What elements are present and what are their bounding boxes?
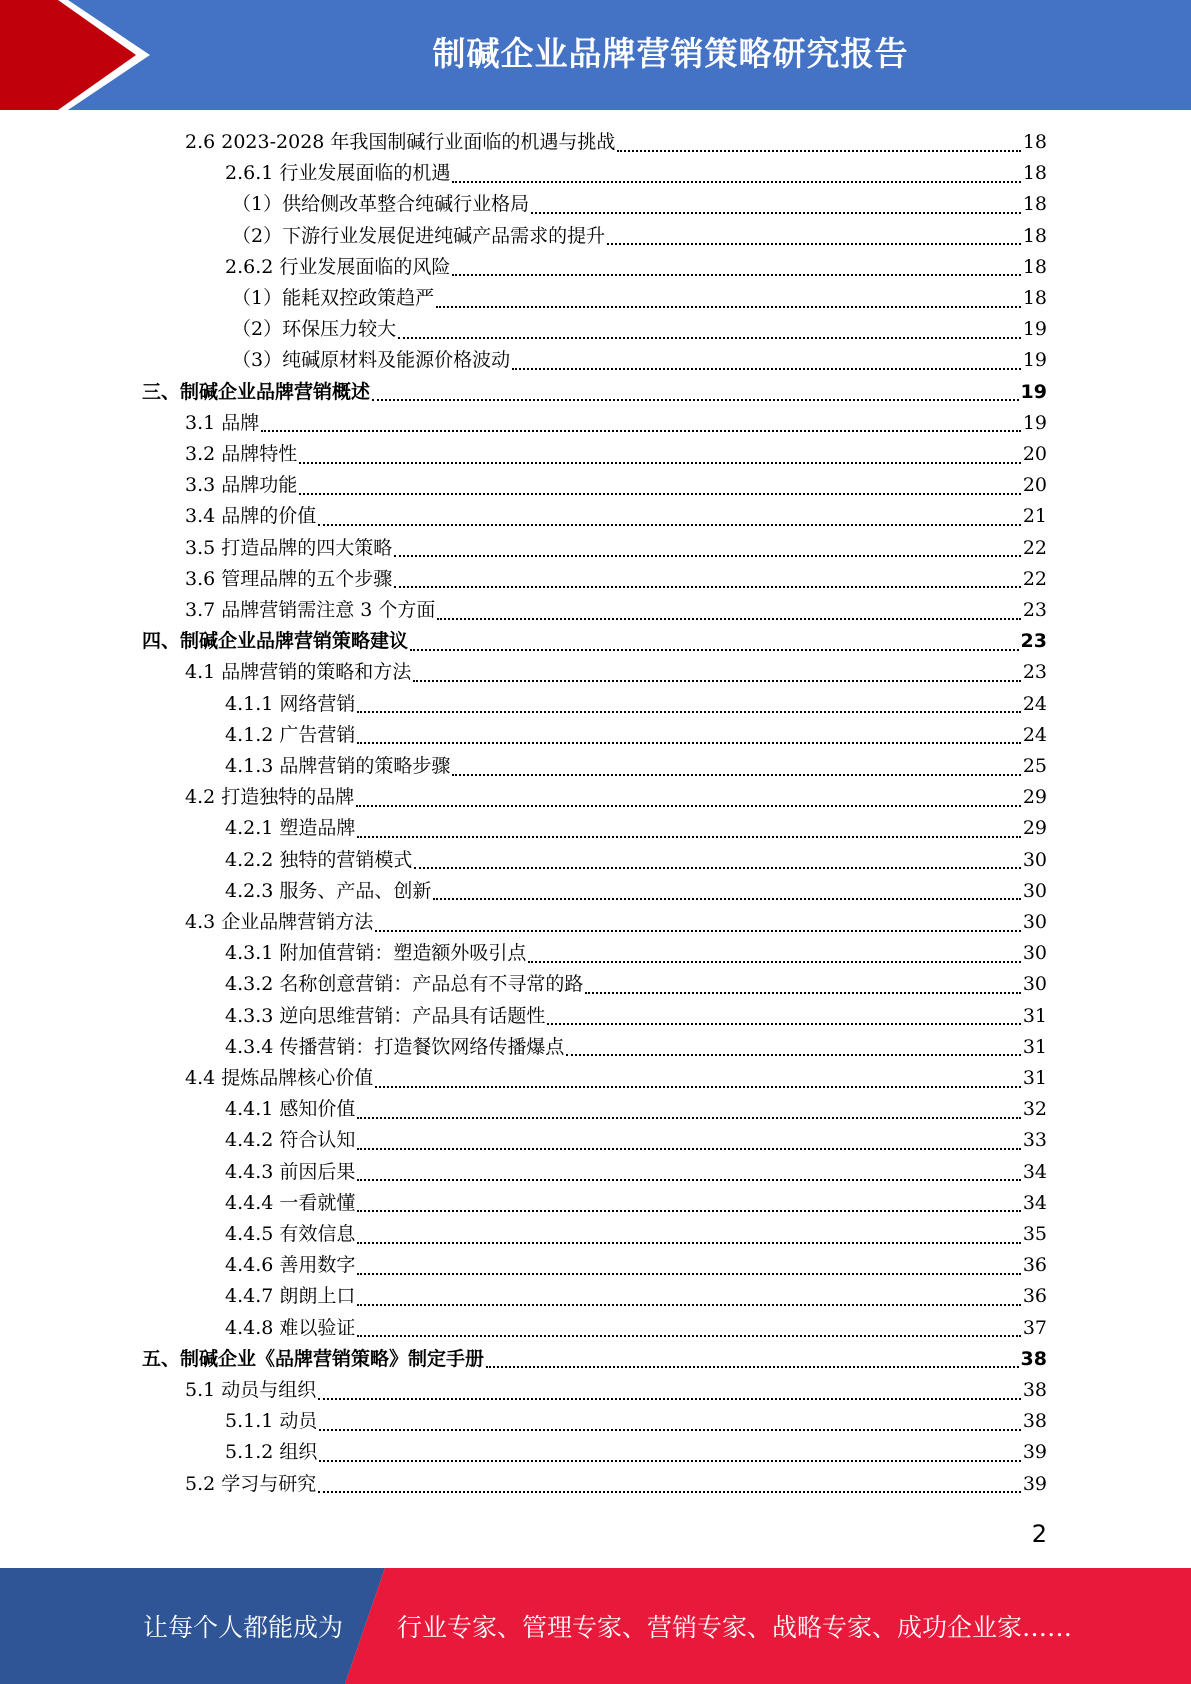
toc-entry[interactable] [225, 252, 1047, 283]
report-title: 制碱企业品牌营销策略研究报告 [432, 34, 909, 73]
toc-entry-title: 4.4.5 有效信息 [225, 1223, 356, 1245]
toc-entry-title: 4.2.2 独特的营销模式 [225, 848, 413, 871]
toc-entry-title: 5.1.1 动员 [225, 1410, 318, 1433]
toc-entry-page: 24 [1022, 723, 1047, 746]
toc-entry-page: 38 [1020, 1347, 1047, 1370]
toc-entry-title: 5.2 学习与研究 [185, 1472, 317, 1495]
toc-entry-title: 4.3 企业品牌营销方法 [185, 911, 374, 933]
toc-dot-leader [357, 836, 1020, 838]
toc-entry-page: 23 [1020, 630, 1047, 653]
toc-dot-leader [394, 586, 1021, 588]
toc-entry-page: 38 [1022, 1410, 1047, 1433]
toc-entry-page: 18 [1022, 287, 1047, 309]
toc-entry[interactable] [225, 1250, 1047, 1281]
toc-dot-leader [318, 1398, 1021, 1400]
toc-dot-leader [394, 555, 1021, 557]
toc-dot-leader [357, 1242, 1020, 1244]
toc-entry[interactable] [225, 1125, 1047, 1156]
toc-entry[interactable] [225, 1188, 1047, 1219]
toc-entry[interactable] [185, 127, 1047, 158]
toc-entry-page: 23 [1022, 599, 1047, 621]
toc-entry-page: 19 [1022, 411, 1047, 434]
toc-entry[interactable] [185, 408, 1047, 439]
toc-dot-leader [437, 618, 1020, 620]
toc-dot-leader [357, 1210, 1020, 1212]
toc-entry-title: 三、制碱企业品牌营销概述 [142, 380, 371, 403]
toc-entry[interactable] [232, 345, 1047, 376]
toc-entry-title: （1）供给侧改革整合纯碱行业格局 [232, 193, 530, 216]
toc-dot-leader [357, 1179, 1020, 1181]
toc-dot-leader [566, 1054, 1020, 1056]
toc-dot-leader [452, 774, 1020, 776]
toc-entry-page: 25 [1022, 755, 1047, 777]
toc-entry-title: 4.1.2 广告营销 [225, 723, 356, 746]
toc-entry-title: 3.1 品牌 [185, 411, 260, 434]
toc-entry[interactable] [185, 1375, 1047, 1406]
toc-entry-page: 34 [1022, 1191, 1047, 1214]
toc-dot-leader [531, 212, 1021, 214]
toc-entry[interactable] [185, 1469, 1047, 1500]
toc-entry-title: 4.4.6 善用数字 [225, 1254, 356, 1277]
toc-entry[interactable] [225, 1219, 1047, 1250]
toc-entry-page: 22 [1022, 567, 1047, 590]
toc-entry-title: 2.6.2 行业发展面临的风险 [225, 255, 451, 278]
toc-dot-leader [585, 992, 1020, 994]
toc-entry-page: 29 [1022, 786, 1047, 809]
toc-dot-leader [512, 368, 1021, 370]
toc-entry-page: 34 [1022, 1160, 1047, 1183]
toc-entry-title: （2）环保压力较大 [232, 318, 397, 341]
toc-entry[interactable] [225, 720, 1047, 751]
toc-dot-leader [486, 1366, 1019, 1368]
toc-entry[interactable] [232, 283, 1047, 314]
toc-entry-title: 5.1 动员与组织 [185, 1379, 317, 1401]
toc-entry-page: 35 [1022, 1223, 1047, 1245]
toc-dot-leader [452, 274, 1020, 276]
toc-entry-page: 18 [1022, 224, 1047, 247]
toc-entry-title: 4.3.1 附加值营销：塑造额外吸引点 [225, 942, 527, 965]
toc-dot-leader [299, 462, 1021, 464]
toc-entry-title: （3）纯碱原材料及能源价格波动 [232, 349, 511, 372]
toc-entry-page: 30 [1022, 879, 1047, 902]
toc-dot-leader [617, 150, 1020, 152]
toc-entry-title: 4.3.3 逆向思维营销：产品具有话题性 [225, 1004, 546, 1027]
toc-entry[interactable] [232, 189, 1047, 220]
toc-entry[interactable] [225, 813, 1047, 844]
toc-dot-leader [357, 742, 1020, 744]
toc-dot-leader [436, 306, 1021, 308]
toc-entry-page: 19 [1022, 349, 1047, 372]
toc-dot-leader [357, 711, 1020, 713]
toc-entry-page: 30 [1022, 848, 1047, 871]
toc-entry-page: 22 [1022, 536, 1047, 559]
toc-entry-page: 33 [1022, 1129, 1047, 1152]
toc-entry-page: 18 [1022, 131, 1047, 153]
toc-dot-leader [318, 524, 1021, 526]
toc-chapter-entry[interactable] [142, 626, 1047, 657]
toc-dot-leader [319, 1429, 1020, 1431]
toc-entry[interactable] [225, 751, 1047, 782]
toc-entry-page: 21 [1022, 505, 1047, 528]
toc-entry-title: 2.6.1 行业发展面临的机遇 [225, 162, 451, 185]
toc-entry[interactable] [225, 689, 1047, 720]
toc-entry-page: 32 [1022, 1098, 1047, 1121]
toc-entry-title: 4.1.3 品牌营销的策略步骤 [225, 755, 451, 777]
toc-entry[interactable] [225, 1406, 1047, 1437]
toc-entry-page: 23 [1022, 661, 1047, 684]
toc-entry[interactable] [225, 1032, 1047, 1063]
toc-entry[interactable] [185, 470, 1047, 501]
toc-entry-title: 4.1.1 网络营销 [225, 692, 356, 715]
toc-entry-page: 36 [1022, 1254, 1047, 1277]
toc-dot-leader [375, 930, 1021, 932]
toc-entry-page: 30 [1022, 911, 1047, 933]
toc-dot-leader [398, 337, 1021, 339]
toc-dot-leader [299, 493, 1021, 495]
toc-dot-leader [607, 243, 1021, 245]
toc-entry-title: 3.5 打造品牌的四大策略 [185, 536, 393, 559]
toc-dot-leader [318, 1491, 1021, 1493]
toc-entry[interactable] [225, 845, 1047, 876]
toc-dot-leader [319, 1460, 1020, 1462]
toc-dot-leader [547, 1023, 1020, 1025]
toc-entry-page: 20 [1022, 474, 1047, 497]
toc-entry[interactable] [225, 1001, 1047, 1032]
toc-entry-title: （2）下游行业发展促进纯碱产品需求的提升 [232, 224, 606, 247]
toc-entry-page: 24 [1022, 692, 1047, 715]
toc-entry-page: 39 [1022, 1441, 1047, 1464]
toc-entry[interactable] [225, 876, 1047, 907]
toc-dot-leader [433, 898, 1020, 900]
toc-entry-page: 18 [1022, 193, 1047, 216]
toc-dot-leader [356, 805, 1021, 807]
toc-entry-title: （1）能耗双控政策趋严 [232, 287, 435, 309]
toc-entry-page: 18 [1022, 255, 1047, 278]
toc-entry-title: 五、制碱企业《品牌营销策略》制定手册 [142, 1347, 485, 1370]
toc-entry[interactable] [225, 1313, 1047, 1344]
toc-entry[interactable] [185, 782, 1047, 813]
toc-entry[interactable] [225, 938, 1047, 969]
toc-entry-page: 36 [1022, 1285, 1047, 1308]
toc-entry-title: 四、制碱企业品牌营销策略建议 [142, 630, 409, 653]
toc-entry-page: 31 [1022, 1004, 1047, 1027]
page-footer [0, 1568, 1191, 1684]
toc-entry-page: 37 [1022, 1316, 1047, 1339]
toc-entry-title: 4.3.2 名称创意营销：产品总有不寻常的路 [225, 973, 584, 996]
toc-dot-leader [261, 430, 1021, 432]
toc-entry-title: 3.3 品牌功能 [185, 474, 298, 497]
toc-entry[interactable] [185, 595, 1047, 626]
toc-entry-title: 4.2.3 服务、产品、创新 [225, 879, 432, 902]
toc-entry-title: 3.7 品牌营销需注意 3 个方面 [185, 599, 436, 621]
toc-entry-title: 4.1 品牌营销的策略和方法 [185, 661, 412, 684]
toc-entry-title: 4.4.1 感知价值 [225, 1098, 356, 1121]
header-arrow-decoration [0, 0, 150, 110]
toc-entry-page: 20 [1022, 443, 1047, 465]
page-header [0, 0, 1191, 110]
toc-dot-leader [357, 1117, 1020, 1119]
toc-entry-page: 30 [1022, 942, 1047, 965]
toc-entry-page: 18 [1022, 162, 1047, 185]
footer-slogan-left: 让每个人都能成为 [143, 1613, 344, 1642]
page-number: 2 [1031, 1520, 1047, 1548]
toc-entry-page: 19 [1022, 318, 1047, 341]
toc-entry-title: 4.4.4 一看就懂 [225, 1191, 356, 1214]
toc-entry-title: 2.6 2023-2028 年我国制碱行业面临的机遇与挑战 [185, 131, 616, 153]
toc-entry[interactable] [225, 1094, 1047, 1125]
toc-dot-leader [357, 1273, 1020, 1275]
toc-entry-page: 38 [1022, 1379, 1047, 1401]
toc-entry-page: 30 [1022, 973, 1047, 996]
toc-entry-title: 4.4 提炼品牌核心价值 [185, 1067, 374, 1089]
toc-entry-page: 29 [1022, 817, 1047, 840]
toc-dot-leader [372, 399, 1019, 401]
toc-entry-title: 3.4 品牌的价值 [185, 505, 317, 528]
toc-entry-title: 4.4.3 前因后果 [225, 1160, 356, 1183]
toc-entry[interactable] [225, 1157, 1047, 1188]
toc-entry[interactable] [225, 1437, 1047, 1468]
toc-dot-leader [414, 867, 1020, 869]
toc-entry-title: 3.2 品牌特性 [185, 443, 298, 465]
toc-entry-page: 31 [1022, 1067, 1047, 1089]
toc-entry-title: 4.2.1 塑造品牌 [225, 817, 356, 840]
toc-dot-leader [357, 1304, 1020, 1306]
toc-entry[interactable] [225, 1281, 1047, 1312]
toc-entry[interactable] [185, 533, 1047, 564]
toc-dot-leader [528, 961, 1020, 963]
toc-entry-page: 39 [1022, 1472, 1047, 1495]
toc-dot-leader [410, 649, 1019, 651]
toc-chapter-entry[interactable] [142, 377, 1047, 408]
toc-chapter-entry[interactable] [142, 1344, 1047, 1375]
toc-entry-page: 31 [1022, 1035, 1047, 1058]
toc-entry-title: 4.4.7 朗朗上口 [225, 1285, 356, 1308]
toc-entry-title: 3.6 管理品牌的五个步骤 [185, 567, 393, 590]
toc-entry-page: 19 [1020, 380, 1047, 403]
footer-slogan-right: 行业专家、管理专家、营销专家、战略专家、成功企业家…… [397, 1613, 1073, 1642]
toc-dot-leader [452, 181, 1020, 183]
toc-entry-title: 4.4.8 难以验证 [225, 1316, 356, 1339]
toc-entry-title: 4.2 打造独特的品牌 [185, 786, 355, 809]
toc-dot-leader [357, 1148, 1020, 1150]
toc-entry[interactable] [232, 221, 1047, 252]
toc-entry-title: 4.4.2 符合认知 [225, 1129, 356, 1152]
toc-dot-leader [375, 1086, 1021, 1088]
toc-entry[interactable] [225, 969, 1047, 1000]
toc-dot-leader [357, 1335, 1020, 1337]
toc-entry[interactable] [185, 657, 1047, 688]
toc-entry[interactable] [185, 564, 1047, 595]
toc-entry[interactable] [185, 501, 1047, 532]
toc-entry[interactable] [185, 439, 1047, 470]
toc-dot-leader [413, 680, 1021, 682]
toc-entry[interactable] [225, 158, 1047, 189]
toc-entry-title: 5.1.2 组织 [225, 1441, 318, 1464]
toc-entry[interactable] [185, 1063, 1047, 1094]
toc-entry[interactable] [232, 314, 1047, 345]
toc-entry[interactable] [185, 907, 1047, 938]
toc-entry-title: 4.3.4 传播营销：打造餐饮网络传播爆点 [225, 1035, 565, 1058]
